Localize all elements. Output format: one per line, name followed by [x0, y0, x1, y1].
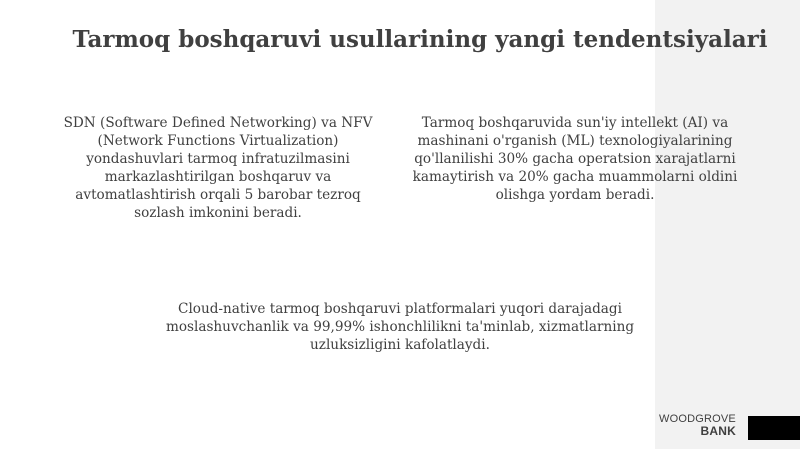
logo-line-bank: BANK — [700, 424, 736, 438]
logo-line-woodgrove: WOODGROVE — [659, 413, 736, 425]
right-background-band — [655, 0, 800, 449]
woodgrove-bank-logo — [659, 413, 736, 437]
paragraph-cloud-native: Cloud-native tarmoq boshqaruvi platformalari yuqori darajadagi moslashuvchanlik va 99,99% ishonchlilikni ta'minlab, xizmatlarning uzluksizligini kafolatlaydi. — [165, 301, 635, 353]
logo-black-box — [748, 416, 800, 440]
slide-title: Tarmoq boshqaruvi usullarining yangi tendentsiyalari — [72, 26, 768, 53]
paragraph-sdn-nfv: SDN (Software Defined Networking) va NFV (Network Functions Virtualization) yondashuvlari tarmoq infratuzilmasini markazlashtirilgan boshqaruv va avtomatlashtirish orqali 5 barobar tezroq sozlash imkonini beradi. — [63, 115, 373, 221]
paragraph-ai-ml: Tarmoq boshqaruvida sun'iy intellekt (AI) va mashinani o'rganish (ML) texnologiyalarining qo'llanilishi 30% gacha operatsion xarajatlarni kamaytirish va 20% gacha muammolarni oldini olishga yordam beradi. — [412, 115, 738, 203]
